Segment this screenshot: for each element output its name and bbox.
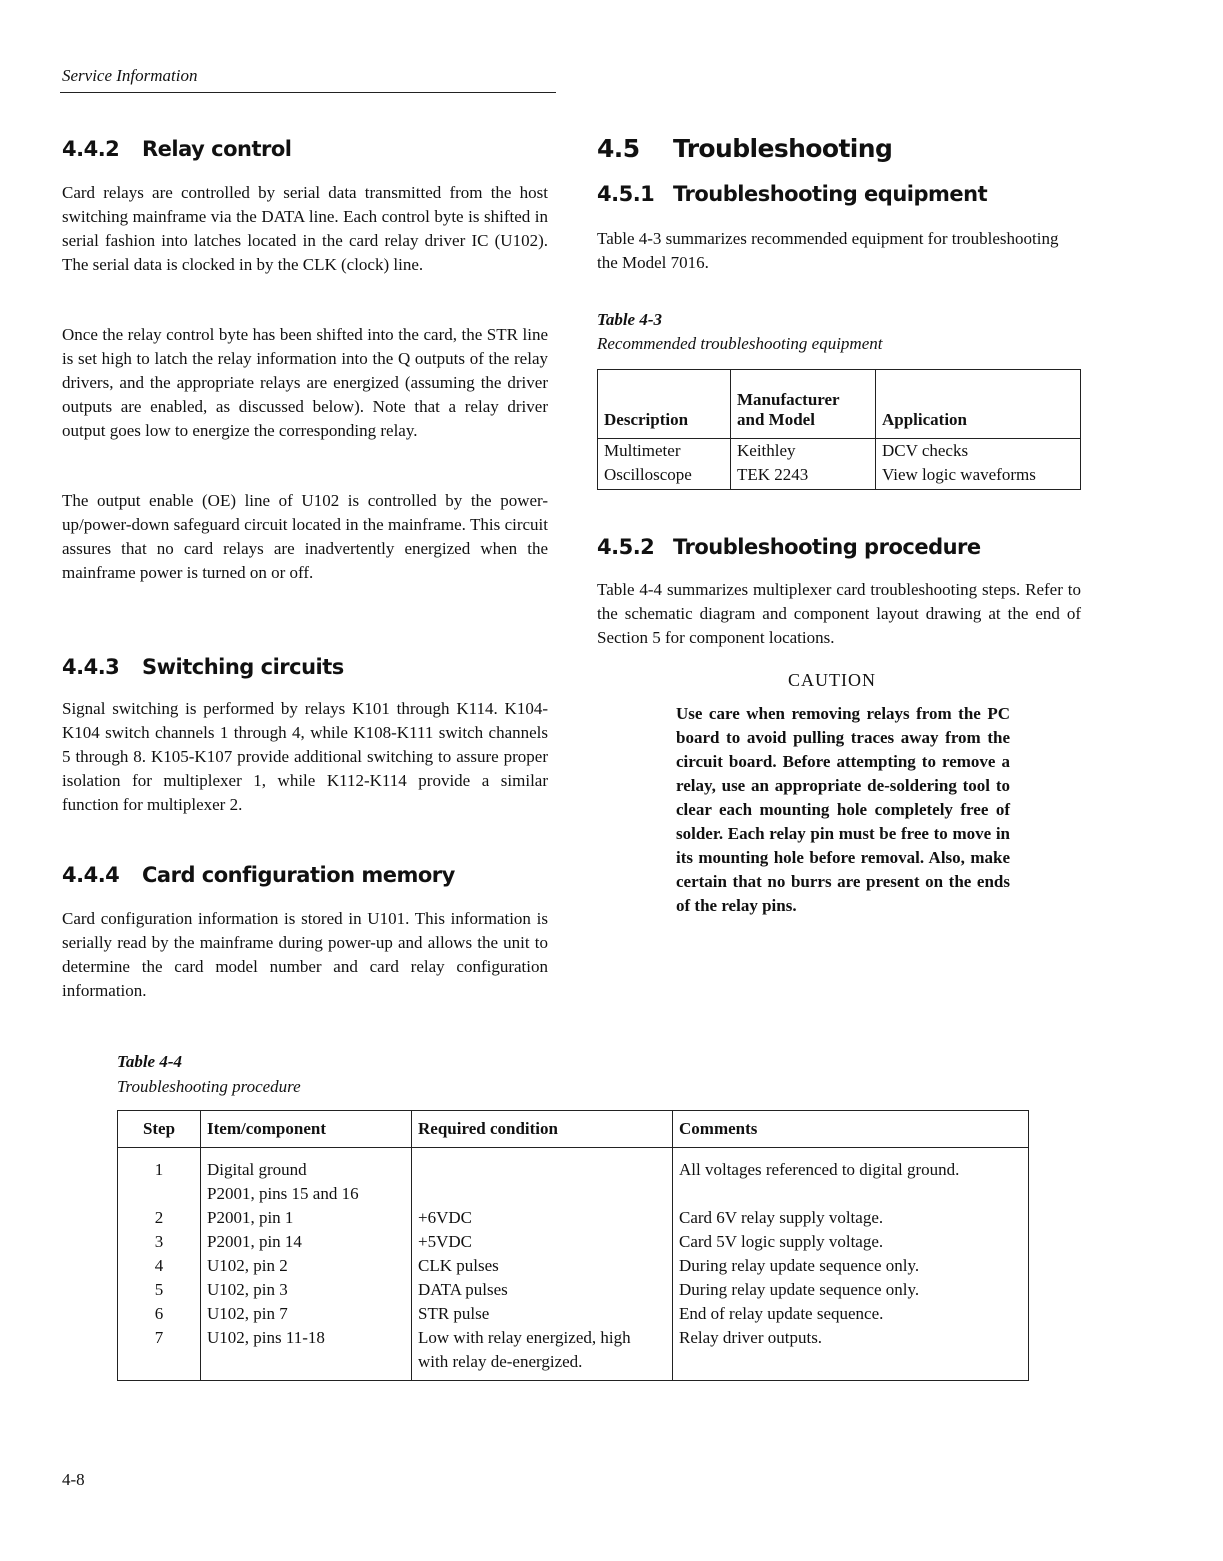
table-cell: Keithley — [731, 439, 876, 464]
section-title: Relay control — [142, 137, 292, 161]
table-4-3-caption: Recommended troubleshooting equipment — [597, 334, 883, 353]
column-header-condition: Required condition — [412, 1111, 673, 1148]
switching-circuits-paragraph: Signal switching is performed by relays K101 through K114. K104-K104 switch channels 1 through 4, while K108-K111 switch channels 5 through 8. K105-K107 provide additional switching to assure proper isolation for multiplexer 1, while K112-K114 provide a similar function for multiplexer 2. — [62, 699, 548, 814]
table-row — [118, 1206, 1029, 1230]
item-cell: U102, pin 7 — [201, 1302, 412, 1326]
section-title: Troubleshooting procedure — [673, 535, 981, 559]
section-4-4-3-heading — [62, 655, 344, 679]
item-cell: P2001, pins 15 and 16 — [201, 1182, 412, 1206]
column-header-application: Application — [876, 370, 1081, 439]
card-configuration-paragraph: Card configuration information is stored in U101. This information is serially read by the mainframe during power-up and allows the unit to determine the card model number and card relay configuration information. — [62, 909, 548, 1000]
table-row — [598, 439, 1081, 464]
table-row — [118, 1230, 1029, 1254]
item-cell: U102, pin 3 — [201, 1278, 412, 1302]
condition-cell — [412, 1182, 673, 1206]
running-head: Service Information — [62, 66, 198, 85]
table-row — [598, 463, 1081, 490]
section-number: 4.5 — [597, 134, 640, 163]
section-title: Switching circuits — [142, 655, 344, 679]
table-cell: DCV checks — [876, 439, 1081, 464]
condition-cell: +5VDC — [412, 1230, 673, 1254]
step-cell: 7 — [118, 1326, 201, 1350]
condition-cell: +6VDC — [412, 1206, 673, 1230]
caution-text: Use care when removing relays from the PC board to avoid pulling traces away from the circuit board. Before attempting to remove a relay, use an appropriate de-soldering tool to clear each mounting hole completely free of solder. Each relay pin must be free to move in its mounting hole before removal. Also, make certain that no burrs are present on the ends of the relay pins. — [676, 704, 1010, 915]
step-cell: 2 — [118, 1206, 201, 1230]
step-cell: 6 — [118, 1302, 201, 1326]
comment-cell: During relay update sequence only. — [673, 1254, 1029, 1278]
comment-cell: All voltages referenced to digital ground. — [673, 1148, 1029, 1183]
section-4-5-2-heading — [597, 535, 981, 559]
section-number: 4.4.4 — [62, 863, 120, 887]
section-4-4-4-heading — [62, 863, 455, 887]
troubleshooting-equipment-paragraph: Table 4-3 summarizes recommended equipment for troubleshooting the Model 7016. — [597, 229, 1059, 272]
condition-cell: with relay de-energized. — [412, 1350, 673, 1381]
table-row — [118, 1254, 1029, 1278]
section-number: 4.5.2 — [597, 535, 655, 559]
item-cell: U102, pins 11-18 — [201, 1326, 412, 1350]
header-rule — [60, 92, 556, 93]
table-cell: View logic waveforms — [876, 463, 1081, 490]
item-cell: Digital ground — [201, 1148, 412, 1183]
column-header-comments: Comments — [673, 1111, 1029, 1148]
section-title: Troubleshooting equipment — [673, 182, 988, 206]
condition-cell: CLK pulses — [412, 1254, 673, 1278]
section-4-5-1-heading — [597, 182, 987, 206]
section-title: Card configuration memory — [142, 863, 455, 887]
table-header-row — [118, 1111, 1029, 1148]
table-cell: Multimeter — [598, 439, 731, 464]
table-row — [118, 1326, 1029, 1350]
section-number: 4.4.2 — [62, 137, 120, 161]
section-number: 4.4.3 — [62, 655, 120, 679]
table-row — [118, 1278, 1029, 1302]
table-4-4-caption: Troubleshooting procedure — [117, 1077, 301, 1096]
table-cell: Oscilloscope — [598, 463, 731, 490]
step-cell: 3 — [118, 1230, 201, 1254]
troubleshooting-procedure-paragraph: Table 4-4 summarizes multiplexer card troubleshooting steps. Refer to the schematic diagram and component layout drawing at the end of Section 5 for component locations. — [597, 580, 1081, 647]
section-4-4-2-heading — [62, 137, 291, 161]
table-cell: TEK 2243 — [731, 463, 876, 490]
column-header-step: Step — [118, 1111, 201, 1148]
table-header-row — [598, 370, 1081, 439]
step-cell: 1 — [118, 1148, 201, 1183]
step-cell: 5 — [118, 1278, 201, 1302]
comment-cell — [673, 1182, 1029, 1206]
table-row — [118, 1302, 1029, 1326]
item-cell: P2001, pin 14 — [201, 1230, 412, 1254]
table-4-3-label: Table 4-3 — [597, 310, 663, 329]
procedure-table — [117, 1110, 1029, 1381]
relay-control-paragraph-2: Once the relay control byte has been shifted into the card, the STR line is set high to latch the relay information into the Q outputs of the relay drivers, and the appropriate relays are energized (assuming the driver outputs are enabled, as discussed below). Note that a relay driver output goes low to energize the corresponding relay. — [62, 325, 548, 440]
section-4-5-heading — [597, 134, 892, 163]
comment-cell: End of relay update sequence. — [673, 1302, 1029, 1326]
column-header-description: Description — [598, 370, 731, 439]
column-header-item: Item/component — [201, 1111, 412, 1148]
equipment-table — [597, 369, 1081, 490]
table-row — [118, 1182, 1029, 1206]
section-number: 4.5.1 — [597, 182, 655, 206]
comment-cell: Card 6V relay supply voltage. — [673, 1206, 1029, 1230]
comment-cell: Relay driver outputs. — [673, 1326, 1029, 1350]
comment-cell: Card 5V logic supply voltage. — [673, 1230, 1029, 1254]
item-cell — [201, 1350, 412, 1381]
relay-control-paragraph-3: The output enable (OE) line of U102 is controlled by the power-up/power-down safeguard circuit located in the mainframe. This circuit assures that no card relays are inadvertently energized when the mainframe power is turned on or off. — [62, 491, 548, 582]
item-cell: P2001, pin 1 — [201, 1206, 412, 1230]
section-title: Troubleshooting — [673, 134, 893, 163]
condition-cell: STR pulse — [412, 1302, 673, 1326]
item-cell: U102, pin 2 — [201, 1254, 412, 1278]
page-number: 4-8 — [62, 1470, 85, 1489]
condition-cell: Low with relay energized, high — [412, 1326, 673, 1350]
condition-cell — [412, 1148, 673, 1183]
condition-cell: DATA pulses — [412, 1278, 673, 1302]
table-row — [118, 1350, 1029, 1381]
step-cell: 4 — [118, 1254, 201, 1278]
relay-control-paragraph-1: Card relays are controlled by serial data transmitted from the host switching mainframe via the DATA line. Each control byte is shifted in serial fashion into latches located in the card relay driver IC (U102). The serial data is clocked in by the CLK (clock) line. — [62, 183, 548, 274]
comment-cell — [673, 1350, 1029, 1381]
step-cell — [118, 1350, 201, 1381]
table-4-4-label: Table 4-4 — [117, 1052, 183, 1071]
comment-cell: During relay update sequence only. — [673, 1278, 1029, 1302]
table-row — [118, 1148, 1029, 1183]
caution-title: CAUTION — [788, 670, 876, 690]
step-cell — [118, 1182, 201, 1206]
column-header-manufacturer: Manufacturer and Model — [731, 370, 876, 439]
